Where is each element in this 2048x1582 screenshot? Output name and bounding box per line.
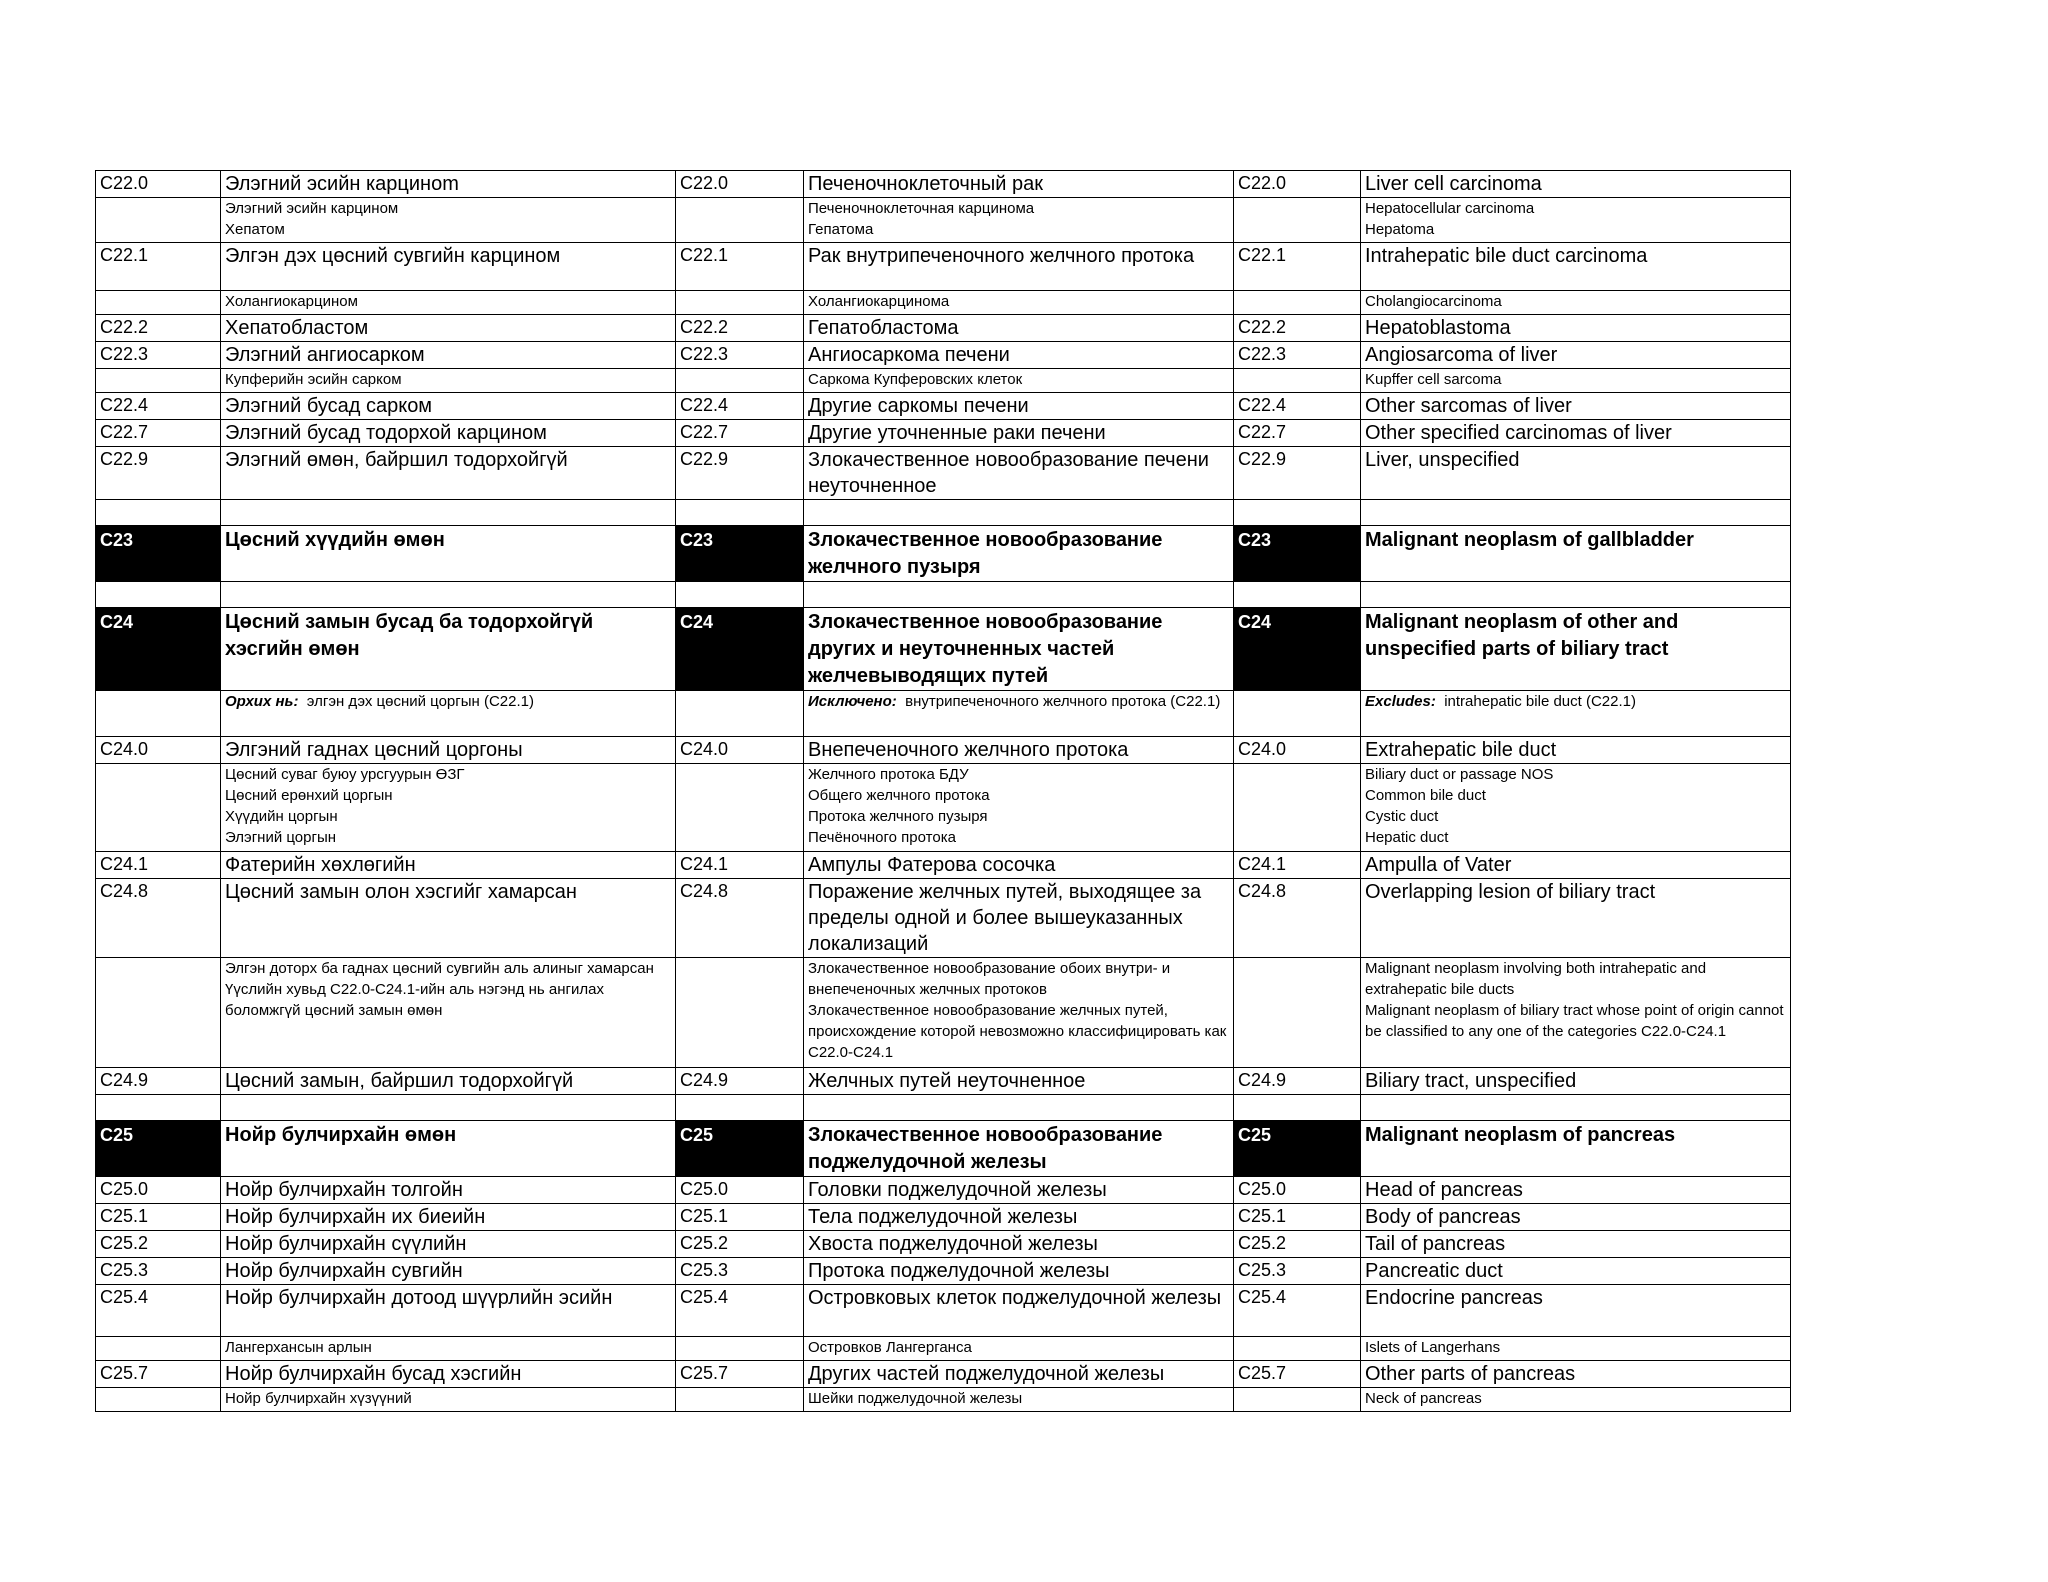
- table-row: [96, 1121, 1791, 1177]
- table-row: [96, 243, 1791, 291]
- ru-title-cell: Гепатобластома: [804, 315, 1234, 342]
- table-row: [96, 500, 1791, 526]
- inclusion-term: Цөсний суваг буюу урсгуурын ӨЗГ: [225, 766, 465, 783]
- inclusion-term: Лангерхансын арлын: [225, 1339, 372, 1356]
- table-row: [96, 958, 1791, 1068]
- inclusion-term: Саркома Купферовских клеток: [808, 371, 1023, 388]
- ru-title-cell: [804, 691, 1234, 737]
- ru-title-cell: [804, 1388, 1234, 1412]
- table-row: [96, 420, 1791, 447]
- en-title-cell: Tail of pancreas: [1361, 1231, 1791, 1258]
- en-title-cell: [1361, 958, 1791, 1068]
- en-code-cell: C22.1: [1234, 243, 1361, 291]
- ru-code-cell: C25.3: [676, 1258, 804, 1285]
- ru-title-cell: Ампулы Фатерова сосочка: [804, 852, 1234, 879]
- table-row: [96, 1337, 1791, 1361]
- en-title-cell: Intrahepatic bile duct carcinoma: [1361, 243, 1791, 291]
- icd-table-body: [96, 171, 1791, 1412]
- inclusion-term: Холангиокарцином: [225, 293, 358, 310]
- ru-code-cell: C24: [676, 608, 804, 691]
- en-code-cell: [1234, 369, 1361, 393]
- en-code-cell: C24.8: [1234, 879, 1361, 958]
- mn-code-cell: [96, 582, 221, 608]
- mn-code-cell: [96, 500, 221, 526]
- ru-title-cell: Рак внутрипеченочного желчного протока: [804, 243, 1234, 291]
- mn-title-cell: Элэгний ангиосарком: [221, 342, 676, 369]
- inclusion-term: Гепатома: [808, 221, 874, 238]
- mn-code-cell: C25: [96, 1121, 221, 1177]
- en-code-cell: [1234, 691, 1361, 737]
- en-title-cell: Overlapping lesion of biliary tract: [1361, 879, 1791, 958]
- en-code-cell: C25.7: [1234, 1361, 1361, 1388]
- inclusion-term: Kupffer cell sarcoma: [1365, 371, 1502, 388]
- en-title-cell: Body of pancreas: [1361, 1204, 1791, 1231]
- ru-code-cell: C22.4: [676, 393, 804, 420]
- ru-title-cell: Злокачественное новообразование печени неуточненное: [804, 447, 1234, 500]
- ru-title-cell: Ангиосаркома печени: [804, 342, 1234, 369]
- table-row: [96, 369, 1791, 393]
- inclusion-term: Элгэн доторх ба гаднах цөсний сувгийн аль алиныг хамарсан: [225, 960, 654, 977]
- en-title-cell: [1361, 1337, 1791, 1361]
- en-title-cell: Other parts of pancreas: [1361, 1361, 1791, 1388]
- ru-code-cell: [676, 291, 804, 315]
- mn-code-cell: C22.1: [96, 243, 221, 291]
- ru-title-cell: Других частей поджелудочной железы: [804, 1361, 1234, 1388]
- mn-title-cell: [221, 764, 676, 852]
- ru-title-cell: Печеночноклеточный рак: [804, 171, 1234, 198]
- table-row: [96, 1095, 1791, 1121]
- inclusion-term: Печёночного протока: [808, 829, 956, 846]
- ru-code-cell: C22.1: [676, 243, 804, 291]
- table-row: [96, 1285, 1791, 1337]
- table-row: [96, 879, 1791, 958]
- table-row: [96, 447, 1791, 500]
- mn-title-cell: Нойр булчирхайн толгойн: [221, 1177, 676, 1204]
- en-title-cell: [1361, 369, 1791, 393]
- en-title-cell: Liver, unspecified: [1361, 447, 1791, 500]
- mn-code-cell: C22.7: [96, 420, 221, 447]
- mn-code-cell: C23: [96, 526, 221, 582]
- ru-title-cell: Протока поджелудочной железы: [804, 1258, 1234, 1285]
- ru-code-cell: C22.7: [676, 420, 804, 447]
- ru-title-cell: [804, 1095, 1234, 1121]
- ru-code-cell: C22.9: [676, 447, 804, 500]
- inclusion-term: Hepatic duct: [1365, 829, 1449, 846]
- table-row: [96, 1361, 1791, 1388]
- excludes-label: Орхих нь:: [225, 693, 299, 710]
- en-title-cell: [1361, 582, 1791, 608]
- ru-code-cell: [676, 1388, 804, 1412]
- en-title-cell: Pancreatic duct: [1361, 1258, 1791, 1285]
- en-title-cell: Malignant neoplasm of other and unspecified parts of biliary tract: [1361, 608, 1791, 691]
- inclusion-term: Элэгний эсийн карцином: [225, 200, 399, 217]
- mn-code-cell: [96, 369, 221, 393]
- ru-title-cell: [804, 500, 1234, 526]
- en-title-cell: Head of pancreas: [1361, 1177, 1791, 1204]
- inclusion-term: Холангиокарцинома: [808, 293, 950, 310]
- ru-code-cell: C25: [676, 1121, 804, 1177]
- ru-title-cell: Желчных путей неуточненное: [804, 1068, 1234, 1095]
- en-title-cell: Other specified carcinomas of liver: [1361, 420, 1791, 447]
- en-title-cell: Biliary tract, unspecified: [1361, 1068, 1791, 1095]
- table-row: [96, 393, 1791, 420]
- en-code-cell: [1234, 582, 1361, 608]
- mn-title-cell: [221, 958, 676, 1068]
- en-code-cell: [1234, 958, 1361, 1068]
- mn-title-cell: Элэгний эсийн карциноm: [221, 171, 676, 198]
- en-code-cell: C25.3: [1234, 1258, 1361, 1285]
- table-row: [96, 291, 1791, 315]
- ru-code-cell: C24.8: [676, 879, 804, 958]
- mn-code-cell: C24: [96, 608, 221, 691]
- table-row: [96, 608, 1791, 691]
- en-title-cell: Extrahepatic bile duct: [1361, 737, 1791, 764]
- mn-title-cell: Элгэний гаднах цөсний цоргоны: [221, 737, 676, 764]
- mn-code-cell: [96, 1388, 221, 1412]
- table-row: [96, 526, 1791, 582]
- en-code-cell: [1234, 1337, 1361, 1361]
- ru-title-cell: [804, 582, 1234, 608]
- inclusion-term: Хепатом: [225, 221, 285, 238]
- en-code-cell: C22.2: [1234, 315, 1361, 342]
- en-title-cell: Malignant neoplasm of gallbladder: [1361, 526, 1791, 582]
- mn-code-cell: C22.9: [96, 447, 221, 500]
- mn-title-cell: Цөсний замын, байршил тодорхойгүй: [221, 1068, 676, 1095]
- en-code-cell: C23: [1234, 526, 1361, 582]
- mn-code-cell: C25.1: [96, 1204, 221, 1231]
- en-code-cell: C22.9: [1234, 447, 1361, 500]
- table-row: [96, 1068, 1791, 1095]
- ru-code-cell: C25.1: [676, 1204, 804, 1231]
- ru-code-cell: C25.0: [676, 1177, 804, 1204]
- mn-title-cell: [221, 1337, 676, 1361]
- excludes-text: intrahepatic bile duct (C22.1): [1444, 693, 1636, 710]
- ru-title-cell: Тела поджелудочной железы: [804, 1204, 1234, 1231]
- ru-title-cell: Злокачественное новообразование других и неуточненных частей желчевыводящих путей: [804, 608, 1234, 691]
- en-code-cell: C24: [1234, 608, 1361, 691]
- mn-code-cell: C22.4: [96, 393, 221, 420]
- en-title-cell: Angiosarcoma of liver: [1361, 342, 1791, 369]
- ru-title-cell: Головки поджелудочной железы: [804, 1177, 1234, 1204]
- mn-title-cell: [221, 198, 676, 243]
- inclusion-term: Cholangiocarcinoma: [1365, 293, 1502, 310]
- mn-title-cell: Цөсний замын олон хэсгийг хамарсан: [221, 879, 676, 958]
- table-row: [96, 691, 1791, 737]
- ru-code-cell: C25.7: [676, 1361, 804, 1388]
- mn-code-cell: C25.4: [96, 1285, 221, 1337]
- en-code-cell: C24.0: [1234, 737, 1361, 764]
- ru-code-cell: [676, 1095, 804, 1121]
- inclusion-term: Хүүдийн цоргын: [225, 808, 338, 825]
- en-title-cell: Liver cell carcinoma: [1361, 171, 1791, 198]
- mn-code-cell: C22.0: [96, 171, 221, 198]
- mn-title-cell: Нойр булчирхайн сүүлийн: [221, 1231, 676, 1258]
- table-row: [96, 1231, 1791, 1258]
- inclusion-term: Общего желчного протока: [808, 787, 990, 804]
- ru-title-cell: Внепеченочного желчного протока: [804, 737, 1234, 764]
- en-code-cell: C25: [1234, 1121, 1361, 1177]
- en-code-cell: C24.1: [1234, 852, 1361, 879]
- table-row: [96, 1388, 1791, 1412]
- inclusion-term: Malignant neoplasm involving both intrahepatic and extrahepatic bile ducts: [1365, 960, 1707, 998]
- en-code-cell: C25.4: [1234, 1285, 1361, 1337]
- mn-code-cell: [96, 691, 221, 737]
- en-title-cell: [1361, 198, 1791, 243]
- ru-code-cell: C24.1: [676, 852, 804, 879]
- mn-title-cell: Элэгний бусад тодорхой карцином: [221, 420, 676, 447]
- table-row: [96, 198, 1791, 243]
- ru-code-cell: C24.9: [676, 1068, 804, 1095]
- en-title-cell: [1361, 500, 1791, 526]
- inclusion-term: Шейки поджелудочной железы: [808, 1390, 1023, 1407]
- ru-code-cell: C24.0: [676, 737, 804, 764]
- mn-title-cell: Нойр булчирхайн сувгийн: [221, 1258, 676, 1285]
- table-row: [96, 1204, 1791, 1231]
- en-code-cell: C24.9: [1234, 1068, 1361, 1095]
- inclusion-term: Hepatocellular carcinoma: [1365, 200, 1535, 217]
- mn-code-cell: C25.2: [96, 1231, 221, 1258]
- inclusion-term: Үүслийн хувьд C22.0-C24.1-ийн аль нэгэнд нь ангилах боломжгүй цөсний замын өмөн: [225, 981, 604, 1019]
- ru-title-cell: Злокачественное новообразование поджелудочной железы: [804, 1121, 1234, 1177]
- ru-code-cell: [676, 958, 804, 1068]
- table-row: [96, 582, 1791, 608]
- inclusion-term: Common bile duct: [1365, 787, 1486, 804]
- table-row: [96, 852, 1791, 879]
- mn-title-cell: [221, 582, 676, 608]
- mn-title-cell: Нойр булчирхайн дотоод шүүрлийн эсийн: [221, 1285, 676, 1337]
- ru-code-cell: C22.0: [676, 171, 804, 198]
- ru-title-cell: Злокачественное новообразование желчного пузыря: [804, 526, 1234, 582]
- inclusion-term: Островков Лангерганса: [808, 1339, 972, 1356]
- en-title-cell: Ampulla of Vater: [1361, 852, 1791, 879]
- inclusion-term: Hepatoma: [1365, 221, 1435, 238]
- mn-code-cell: C22.3: [96, 342, 221, 369]
- excludes-label: Excludes:: [1365, 693, 1436, 710]
- table-row: [96, 1258, 1791, 1285]
- ru-code-cell: [676, 582, 804, 608]
- ru-title-cell: [804, 198, 1234, 243]
- ru-code-cell: C22.3: [676, 342, 804, 369]
- mn-title-cell: Нойр булчирхайн их биеийн: [221, 1204, 676, 1231]
- en-title-cell: [1361, 691, 1791, 737]
- en-title-cell: Malignant neoplasm of pancreas: [1361, 1121, 1791, 1177]
- en-code-cell: C22.0: [1234, 171, 1361, 198]
- inclusion-term: Neck of pancreas: [1365, 1390, 1482, 1407]
- ru-code-cell: [676, 691, 804, 737]
- mn-title-cell: Хепатобластом: [221, 315, 676, 342]
- mn-code-cell: C25.0: [96, 1177, 221, 1204]
- mn-code-cell: C24.0: [96, 737, 221, 764]
- inclusion-term: Нойр булчирхайн хүзүүний: [225, 1390, 412, 1407]
- table-row: [96, 764, 1791, 852]
- en-code-cell: C22.4: [1234, 393, 1361, 420]
- mn-code-cell: [96, 958, 221, 1068]
- ru-code-cell: [676, 500, 804, 526]
- en-code-cell: [1234, 764, 1361, 852]
- ru-title-cell: Поражение желчных путей, выходящее за пределы одной и более вышеуказанных локализаций: [804, 879, 1234, 958]
- mn-title-cell: Цөсний хүүдийн өмөн: [221, 526, 676, 582]
- ru-code-cell: C25.2: [676, 1231, 804, 1258]
- mn-title-cell: Элэгний өмөн, байршил тодорхойгүй: [221, 447, 676, 500]
- ru-code-cell: [676, 764, 804, 852]
- ru-code-cell: [676, 369, 804, 393]
- ru-code-cell: C22.2: [676, 315, 804, 342]
- table-row: [96, 342, 1791, 369]
- ru-title-cell: Островковых клеток поджелудочной железы: [804, 1285, 1234, 1337]
- mn-title-cell: Фатерийн хөхлөгийн: [221, 852, 676, 879]
- inclusion-term: Протока желчного пузыря: [808, 808, 988, 825]
- mn-code-cell: [96, 198, 221, 243]
- en-code-cell: [1234, 1095, 1361, 1121]
- ru-title-cell: [804, 958, 1234, 1068]
- mn-code-cell: [96, 764, 221, 852]
- en-code-cell: C22.3: [1234, 342, 1361, 369]
- mn-title-cell: Цөсний замын бусад ба тодорхойгүй хэсгийн өмөн: [221, 608, 676, 691]
- inclusion-term: Islets of Langerhans: [1365, 1339, 1501, 1356]
- ru-title-cell: [804, 291, 1234, 315]
- en-title-cell: Endocrine pancreas: [1361, 1285, 1791, 1337]
- ru-code-cell: C23: [676, 526, 804, 582]
- ru-title-cell: [804, 1337, 1234, 1361]
- mn-title-cell: Нойр булчирхайн өмөн: [221, 1121, 676, 1177]
- ru-title-cell: Другие уточненные раки печени: [804, 420, 1234, 447]
- en-code-cell: C25.1: [1234, 1204, 1361, 1231]
- en-code-cell: C25.2: [1234, 1231, 1361, 1258]
- inclusion-term: Элэгний цоргын: [225, 829, 337, 846]
- inclusion-term: Malignant neoplasm of biliary tract whose point of origin cannot be classified to any one of the categories C22.0-C24.1: [1365, 1002, 1784, 1040]
- mn-code-cell: [96, 291, 221, 315]
- ru-title-cell: [804, 369, 1234, 393]
- en-title-cell: Hepatoblastoma: [1361, 315, 1791, 342]
- mn-title-cell: [221, 691, 676, 737]
- mn-title-cell: [221, 1095, 676, 1121]
- en-code-cell: C25.0: [1234, 1177, 1361, 1204]
- table-row: [96, 1177, 1791, 1204]
- mn-code-cell: C24.1: [96, 852, 221, 879]
- mn-code-cell: C22.2: [96, 315, 221, 342]
- excludes-text: элгэн дэх цөсний цоргын (C22.1): [306, 693, 534, 710]
- table-row: [96, 171, 1791, 198]
- ru-code-cell: [676, 198, 804, 243]
- mn-code-cell: C24.9: [96, 1068, 221, 1095]
- en-code-cell: [1234, 500, 1361, 526]
- mn-title-cell: Элэгний бусад сарком: [221, 393, 676, 420]
- mn-code-cell: C25.7: [96, 1361, 221, 1388]
- ru-code-cell: C25.4: [676, 1285, 804, 1337]
- ru-title-cell: [804, 764, 1234, 852]
- inclusion-term: Печеночноклеточная карцинома: [808, 200, 1035, 217]
- en-title-cell: [1361, 1095, 1791, 1121]
- en-code-cell: [1234, 291, 1361, 315]
- mn-code-cell: [96, 1337, 221, 1361]
- ru-title-cell: Другие саркомы печени: [804, 393, 1234, 420]
- mn-title-cell: [221, 1388, 676, 1412]
- excludes-label: Исключено:: [808, 693, 897, 710]
- mn-title-cell: [221, 369, 676, 393]
- inclusion-term: Цөсний ерөнхий цоргын: [225, 787, 393, 804]
- en-code-cell: [1234, 198, 1361, 243]
- mn-title-cell: [221, 500, 676, 526]
- ru-title-cell: Хвоста поджелудочной железы: [804, 1231, 1234, 1258]
- mn-title-cell: [221, 291, 676, 315]
- inclusion-term: Злокачественное новообразование желчных путей, происхождение которой невозможно классифицировать как C22.0-C24.1: [808, 1002, 1227, 1061]
- mn-code-cell: [96, 1095, 221, 1121]
- ru-code-cell: [676, 1337, 804, 1361]
- mn-title-cell: Элгэн дэх цөсний сувгийн карцином: [221, 243, 676, 291]
- icd-code-table: [95, 170, 1791, 1412]
- en-title-cell: [1361, 291, 1791, 315]
- en-code-cell: [1234, 1388, 1361, 1412]
- excludes-text: внутрипеченочного желчного протока (C22.1): [905, 693, 1221, 710]
- mn-code-cell: C25.3: [96, 1258, 221, 1285]
- inclusion-term: Злокачественное новообразование обоих внутри- и внепеченочных желчных протоков: [808, 960, 1171, 998]
- inclusion-term: Желчного протока БДУ: [808, 766, 969, 783]
- en-title-cell: [1361, 1388, 1791, 1412]
- en-title-cell: [1361, 764, 1791, 852]
- inclusion-term: Купферийн эсийн сарком: [225, 371, 402, 388]
- en-title-cell: Other sarcomas of liver: [1361, 393, 1791, 420]
- inclusion-term: Cystic duct: [1365, 808, 1439, 825]
- mn-title-cell: Нойр булчирхайн бусад хэсгийн: [221, 1361, 676, 1388]
- table-row: [96, 315, 1791, 342]
- en-code-cell: C22.7: [1234, 420, 1361, 447]
- inclusion-term: Biliary duct or passage NOS: [1365, 766, 1554, 783]
- table-row: [96, 737, 1791, 764]
- mn-code-cell: C24.8: [96, 879, 221, 958]
